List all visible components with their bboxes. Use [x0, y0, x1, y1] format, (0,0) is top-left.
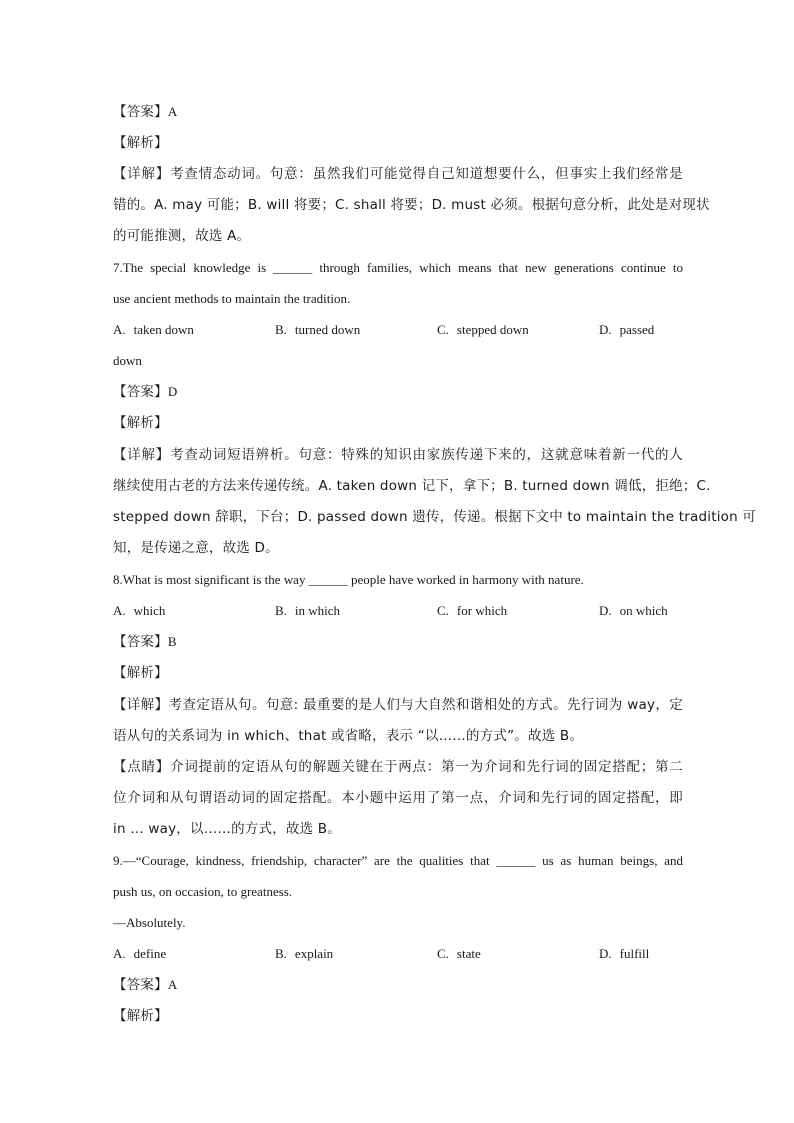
- q7-option-c: [437, 322, 529, 338]
- q7-option-d: [599, 322, 654, 338]
- point-text: 介词提前的定语从句的解题关键在于两点：第一为介词和先行词的固定搭配；第二: [170, 759, 683, 775]
- q6-detail-line-2: 错的。A. may 可能；B. will 将要；C. shall 将要；D. must 必须。根据句意分析，此处是对现状: [113, 197, 710, 213]
- option-text: which: [133, 603, 166, 618]
- detail-tag: 【详解】: [113, 697, 169, 713]
- option-letter: C.: [437, 322, 449, 337]
- option-text: for which: [456, 603, 508, 618]
- q9-stem-line-3: —Absolutely.: [113, 915, 186, 930]
- option-text: explain: [294, 946, 334, 961]
- detail-text: 考查情态动词。句意：虽然我们可能觉得自己知道想要什么，但事实上我们经常是: [170, 166, 683, 182]
- q8-option-c: [437, 603, 507, 619]
- q7-answer: [113, 384, 683, 400]
- option-text: stepped down: [456, 322, 529, 337]
- q9-option-b: [275, 946, 333, 962]
- option-letter: D.: [599, 603, 612, 618]
- q6-detail-line-3: 的可能推测，故选 A。: [113, 228, 251, 244]
- q8-point-line-3: in … way，以……的方式，故选 B。: [113, 821, 341, 837]
- option-letter: A.: [113, 603, 126, 618]
- detail-text: 考查动词短语辨析。句意：特殊的知识由家族传递下来的，这就意味着新一代的人: [170, 447, 683, 463]
- option-letter: C.: [437, 946, 449, 961]
- option-text: state: [456, 946, 481, 961]
- q8-point-line-2: 位介词和从句谓语动词的固定搭配。本小题中运用了第一点，介词和先行词的固定搭配，即: [113, 790, 683, 806]
- q7-analysis-tag: 【解析】: [113, 415, 168, 431]
- q8-answer: [113, 634, 683, 650]
- option-text: passed: [619, 322, 655, 337]
- answer-tag: 【答案】: [113, 977, 168, 993]
- q7-stem-line-1: 7.The special knowledge is ______ through families, which means that new generations continue to: [113, 260, 683, 275]
- option-text: turned down: [294, 322, 361, 337]
- q6-detail-line-1: [113, 166, 683, 182]
- q8-stem-line-1: 8.What is most significant is the way ______ people have worked in harmony with nature.: [113, 572, 584, 587]
- option-letter: B.: [275, 946, 287, 961]
- q9-option-c: [437, 946, 481, 962]
- answer-value: A: [167, 977, 178, 992]
- answer-tag: 【答案】: [113, 384, 168, 400]
- option-letter: A.: [113, 946, 126, 961]
- q9-stem-line-1: 9.—“Courage, kindness, friendship, character” are the qualities that ______ us as human beings, and: [113, 853, 683, 868]
- q9-option-a: [113, 946, 166, 962]
- q8-analysis-tag: 【解析】: [113, 665, 168, 681]
- point-tag: 【点睛】: [113, 759, 171, 775]
- q6-answer: [113, 104, 683, 120]
- detail-tag: 【详解】: [113, 447, 171, 463]
- q8-point-line-1: [113, 759, 683, 775]
- q8-option-d: [599, 603, 668, 619]
- option-text: taken down: [133, 322, 194, 337]
- answer-value: D: [167, 384, 178, 399]
- q8-detail-line-2: 语从句的关系词为 in which、that 或省略，表示 “以……的方式”。故选 B。: [113, 728, 584, 744]
- option-text: fulfill: [619, 946, 650, 961]
- q9-stem-line-2: push us, on occasion, to greatness.: [113, 884, 293, 899]
- q8-option-a: [113, 603, 165, 619]
- q7-detail-line-4: 知，是传递之意，故选 D。: [113, 540, 279, 556]
- answer-value: B: [167, 634, 177, 649]
- detail-tag: 【详解】: [113, 166, 171, 182]
- q9-analysis-tag: 【解析】: [113, 1008, 168, 1024]
- q6-analysis-tag: 【解析】: [113, 135, 168, 151]
- option-text: on which: [619, 603, 668, 618]
- q7-option-b: [275, 322, 360, 338]
- answer-value: A: [167, 104, 178, 119]
- option-text: in which: [294, 603, 341, 618]
- q9-answer: [113, 977, 683, 993]
- q9-option-d: [599, 946, 649, 962]
- q8-option-b: [275, 603, 340, 619]
- q7-detail-line-3: stepped down 辞职，下台；D. passed down 遗传，传递。根据下文中 to maintain the tradition 可: [113, 509, 757, 525]
- detail-text: 考查定语从句。句意: 最重要的是人们与大自然和谐相处的方式。先行词为 way，定: [168, 697, 683, 713]
- option-letter: B.: [275, 603, 287, 618]
- q7-option-d-wrap: down: [113, 353, 142, 368]
- option-letter: A.: [113, 322, 126, 337]
- option-letter: B.: [275, 322, 287, 337]
- option-text: define: [133, 946, 167, 961]
- q7-detail-line-1: [113, 447, 683, 463]
- q8-detail-line-1: [113, 697, 683, 713]
- q7-stem-line-2: use ancient methods to maintain the tradition.: [113, 291, 351, 306]
- option-letter: D.: [599, 322, 612, 337]
- answer-tag: 【答案】: [113, 634, 168, 650]
- q7-option-a: [113, 322, 194, 338]
- option-letter: C.: [437, 603, 449, 618]
- answer-tag: 【答案】: [113, 104, 168, 120]
- option-letter: D.: [599, 946, 612, 961]
- q7-detail-line-2: 继续使用古老的方法来传递传统。A. taken down 记下，拿下；B. turned down 调低，拒绝；C.: [113, 478, 711, 494]
